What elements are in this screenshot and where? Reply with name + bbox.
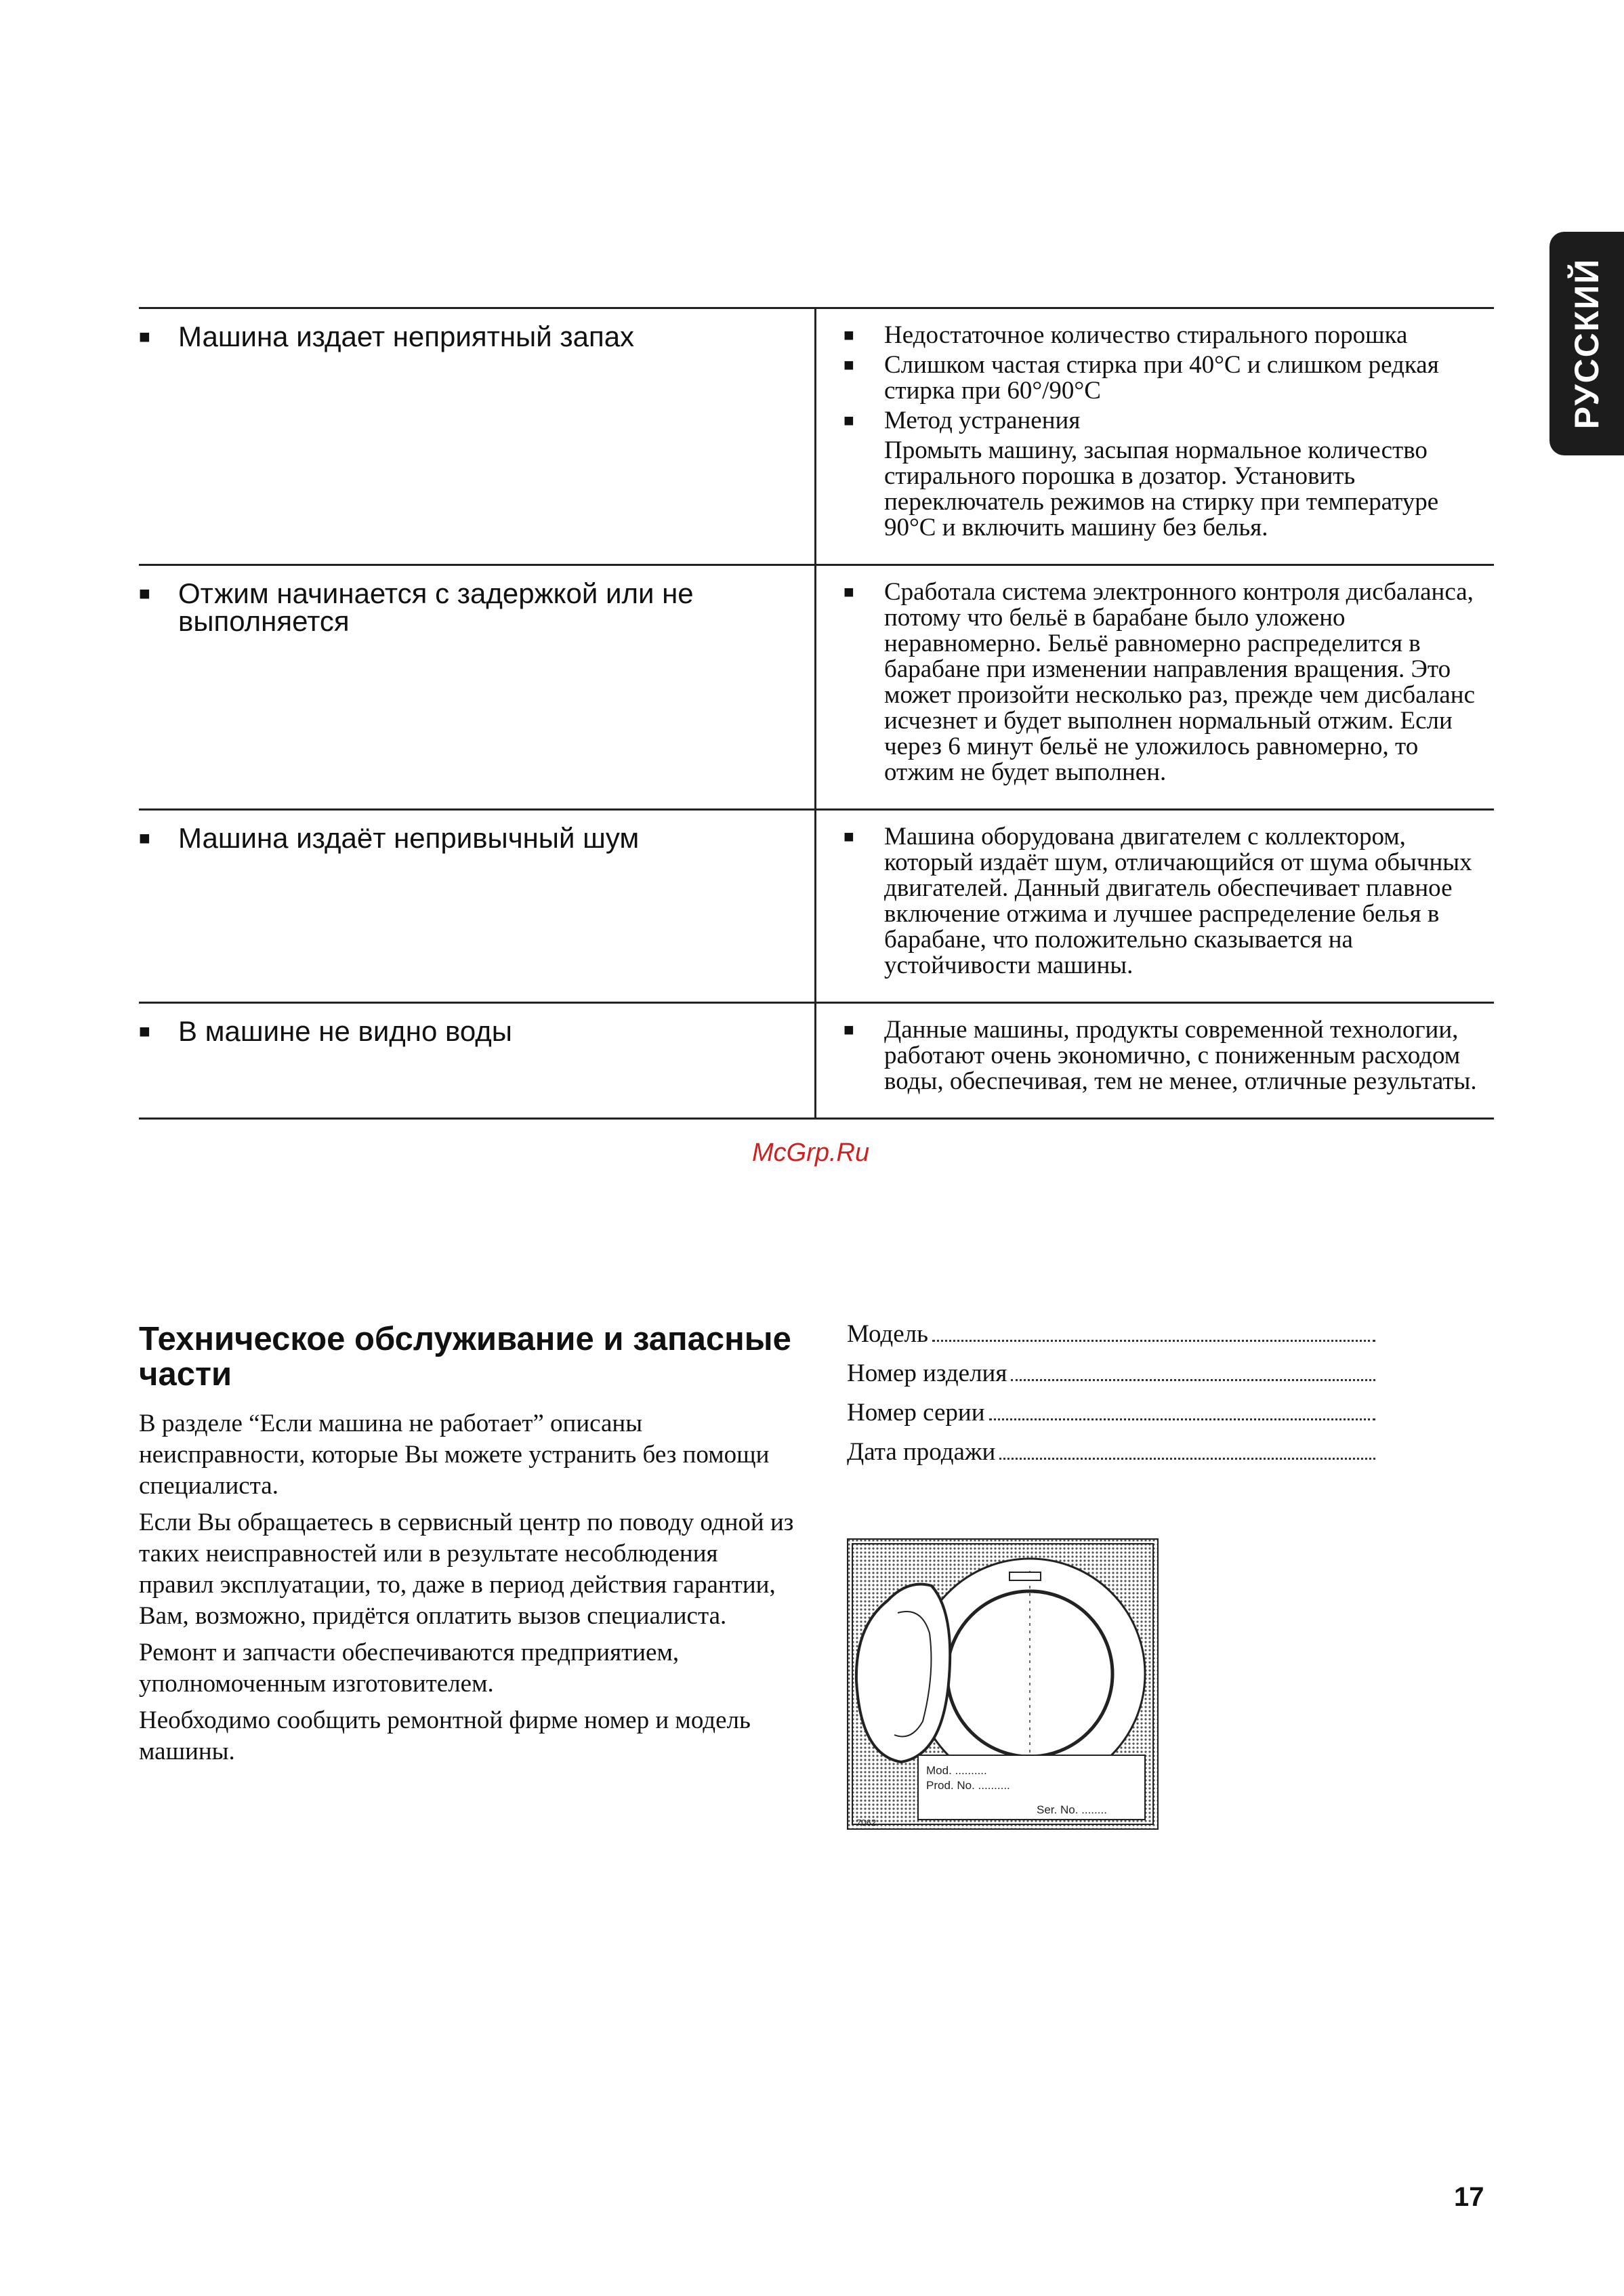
bullet-icon: ■	[139, 827, 150, 848]
troubleshooting-table	[139, 307, 1494, 1120]
problem-text: Машина издаёт непривычный шум	[178, 822, 640, 854]
rating-plate-ser: Ser. No. ........	[1037, 1803, 1107, 1816]
problem-text: В машине не видно воды	[178, 1015, 512, 1047]
remedy-text: Машина оборудована двигателем с коллектором, который издаёт шум, отличающийся от шума обычных двигателей. Данный двигатель обеспечивает плавное включение отжима и лучшее распределение белья в барабане, что положительно сказывается на устойчивости машины.	[884, 823, 1472, 979]
bullet-icon: ■	[844, 827, 854, 846]
paragraph: Необходимо сообщить ремонтной фирме номер и модель машины.	[139, 1706, 751, 1765]
remedy-cell	[816, 1004, 1494, 1118]
bullet-icon: ■	[844, 1020, 854, 1040]
info-fields	[847, 1315, 1375, 1472]
field-label: Модель	[847, 1320, 928, 1348]
remedy-text: Недостаточное количество стирального порошка	[884, 321, 1408, 349]
remedy-note: Промыть машину, засыпая нормальное количество стирального порошка в дозатор. Установить переключатель режимов на стирку при температуре 90°C и включить машину без белья.	[884, 436, 1439, 541]
bullet-icon: ■	[844, 582, 854, 602]
bullet-icon: ■	[844, 355, 854, 375]
paragraph: Если Вы обращаетесь в сервисный центр по поводу одной из таких неисправностей или в результате несоблюдения правил эксплуатации, то, даже в период действия гарантии, Вам, возможно, придётся оплатить вызов специалиста.	[139, 1509, 794, 1630]
problem-cell	[139, 1004, 816, 1118]
paragraph: В разделе “Если машина не работает” описаны неисправности, которые Вы можете устранить без помощи специалиста.	[139, 1410, 770, 1500]
rating-plate-prod: Prod. No. ..........	[926, 1779, 1010, 1792]
watermark: McGrp.Ru	[752, 1139, 870, 1167]
remedy-text: Метод устранения	[884, 407, 1081, 434]
field-dots	[932, 1339, 1375, 1342]
field-dots	[1011, 1378, 1375, 1381]
table-row	[139, 564, 1494, 808]
remedy-text: Сработала система электронного контроля дисбаланса, потому что бельё в барабане было уложено неравномерно. Бельё равномерно распределится в барабане при изменении направления вращения. Это может произойти несколько раз, прежде чем дисбаланс исчезнет и будет выполнен нормальный отжим. Если через 6 минут бельё не уложилось равномерно, то отжим не будет выполнен.	[884, 578, 1475, 786]
remedy-cell	[816, 309, 1494, 564]
field-model	[847, 1315, 1375, 1354]
field-label: Номер серии	[847, 1399, 985, 1427]
bullet-icon: ■	[844, 325, 854, 345]
machine-illustration	[847, 1538, 1159, 1830]
remedy-cell	[816, 811, 1494, 1002]
section-title: Техническое обслуживание и запасные части	[139, 1321, 791, 1393]
language-tab	[1549, 232, 1624, 455]
language-tab-label: РУССКИЙ	[1568, 258, 1606, 430]
field-label: Дата продажи	[847, 1438, 996, 1466]
problem-cell	[139, 309, 816, 564]
problem-cell	[139, 566, 816, 808]
field-product-number	[847, 1354, 1375, 1393]
field-label: Номер изделия	[847, 1359, 1007, 1387]
field-sale-date	[847, 1433, 1375, 1472]
problem-text: Отжим начинается с задержкой или не выполняется	[178, 577, 694, 637]
remedy-text: Данные машины, продукты современной технологии, работают очень экономично, с пониженным расходом воды, обеспечивая, тем не менее, отличные результаты.	[884, 1016, 1477, 1095]
bullet-icon: ■	[139, 1021, 150, 1042]
figure-code: 7062	[856, 1818, 876, 1828]
field-dots	[999, 1457, 1375, 1460]
field-dots	[989, 1418, 1376, 1420]
service-section	[139, 1321, 796, 1773]
remedy-text: Слишком частая стирка при 40°C и слишком редкая стирка при 60°/90°C	[884, 351, 1439, 405]
remedy-cell	[816, 566, 1494, 808]
page-number: 17	[1454, 2182, 1484, 2212]
bullet-icon: ■	[139, 326, 150, 347]
bullet-icon: ■	[139, 583, 150, 604]
rating-plate-mod: Mod. ..........	[926, 1764, 987, 1777]
problem-text: Машина издает неприятный запах	[178, 321, 635, 352]
field-serial-number	[847, 1393, 1375, 1433]
table-row	[139, 309, 1494, 564]
problem-cell	[139, 811, 816, 1002]
table-row	[139, 808, 1494, 1002]
table-row	[139, 1002, 1494, 1118]
paragraph: Ремонт и запчасти обеспечиваются предприятием, уполномоченным изготовителем.	[139, 1639, 680, 1698]
bullet-icon: ■	[844, 411, 854, 430]
